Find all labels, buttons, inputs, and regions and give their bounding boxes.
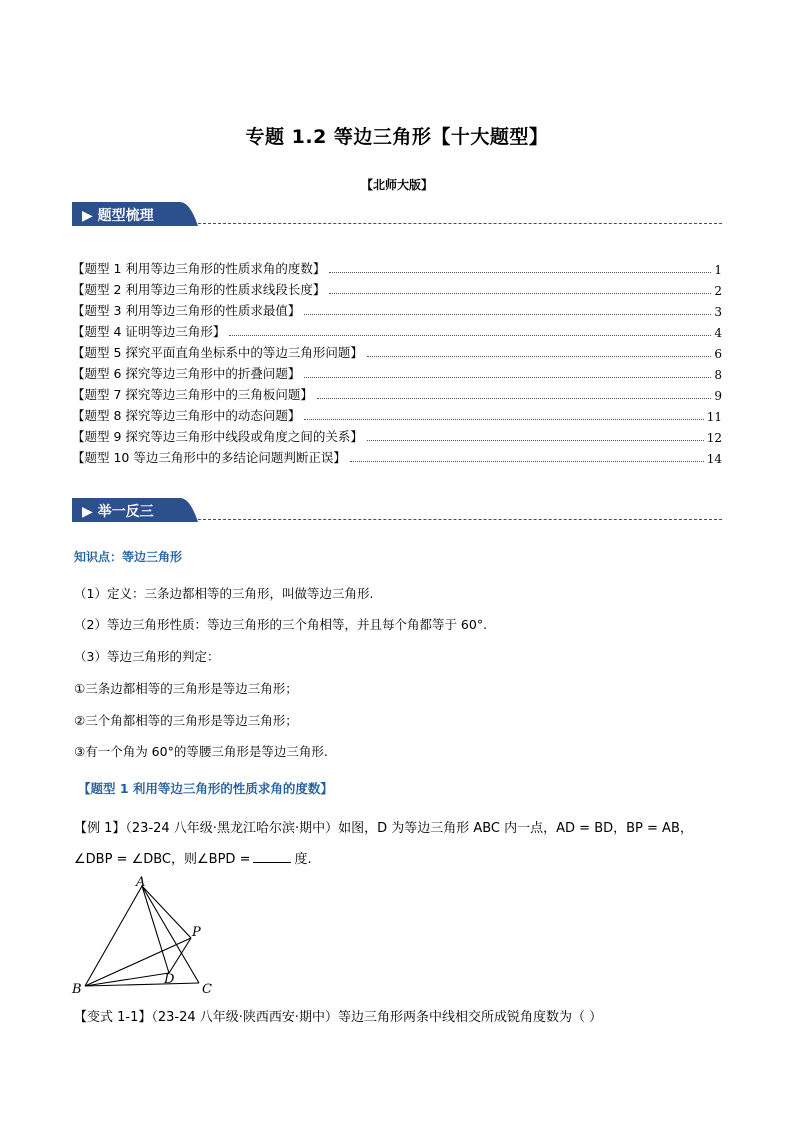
segment-bp bbox=[85, 938, 191, 986]
toc-item-label: 【题型 2 利用等边三角形的性质求线段长度】 bbox=[72, 282, 326, 297]
toc-item-label: 【题型 7 探究等边三角形中的三角板问题】 bbox=[72, 387, 313, 402]
toc-item-page: 6 bbox=[714, 347, 722, 361]
knowledge-line: （1）定义：三条边都相等的三角形，叫做等边三角形. bbox=[74, 586, 374, 601]
edge-ab bbox=[85, 886, 142, 986]
segment-ad bbox=[142, 886, 169, 973]
banner-divider bbox=[198, 519, 722, 520]
toc-item[interactable] bbox=[72, 256, 722, 277]
toc-item[interactable] bbox=[72, 382, 722, 403]
toc-item-label: 【题型 10 等边三角形中的多结论问题判断正误】 bbox=[72, 450, 346, 465]
point-label-b: B bbox=[72, 982, 82, 997]
triangle-figure bbox=[70, 872, 230, 1000]
toc-item[interactable] bbox=[72, 361, 722, 382]
variant1-1-text: 【变式 1-1】（23-24 八年级·陕西西安·期中）等边三角形两条中线相交所成锐角度数为（ ） bbox=[74, 1010, 603, 1025]
knowledge-line: ③有一个角为 60°的等腰三角形是等边三角形. bbox=[74, 744, 328, 759]
toc-item-label: 【题型 6 探究等边三角形中的折叠问题】 bbox=[72, 366, 301, 381]
toc-item-page: 11 bbox=[706, 410, 722, 424]
toc-item[interactable] bbox=[72, 403, 722, 424]
toc-banner bbox=[72, 202, 722, 226]
example1-angle-text: ∠DBP = ∠DBC，则∠BPD = bbox=[74, 852, 251, 867]
practice-banner-label: 举一反三 bbox=[97, 504, 154, 520]
knowledge-line: （2）等边三角形性质：等边三角形的三个角相等，并且每个角都等于 60°. bbox=[74, 617, 488, 632]
toc-item-page: 2 bbox=[714, 284, 722, 298]
toc-item-label: 【题型 4 证明等边三角形】 bbox=[72, 324, 226, 339]
answer-blank[interactable] bbox=[253, 862, 291, 863]
toc-item-page: 8 bbox=[714, 368, 722, 382]
banner-divider bbox=[198, 223, 722, 224]
edition-label: 【北师大版】 bbox=[360, 178, 433, 192]
toc-item-page: 4 bbox=[714, 326, 722, 340]
edge-ac bbox=[142, 886, 199, 983]
segment-ap bbox=[142, 886, 191, 938]
example1-text-cont bbox=[74, 848, 312, 867]
page-title: 专题 1.2 等边三角形【十大题型】 bbox=[245, 126, 549, 148]
knowledge-line: ②三个角都相等的三角形是等边三角形； bbox=[74, 713, 298, 728]
point-label-a: A bbox=[136, 875, 146, 890]
toc-item[interactable] bbox=[72, 340, 722, 361]
practice-banner bbox=[72, 498, 722, 522]
toc-item-page: 14 bbox=[706, 452, 722, 466]
toc-item[interactable] bbox=[72, 424, 722, 445]
knowledge-line: ①三条边都相等的三角形是等边三角形； bbox=[74, 681, 298, 696]
toc-item[interactable] bbox=[72, 445, 722, 466]
type1-heading: 【题型 1 利用等边三角形的性质求角的度数】 bbox=[78, 781, 333, 796]
point-label-p: P bbox=[192, 925, 201, 940]
toc-item[interactable] bbox=[72, 277, 722, 298]
toc-item-page: 3 bbox=[714, 305, 722, 319]
point-label-d: D bbox=[164, 972, 175, 987]
toc-item[interactable] bbox=[72, 319, 722, 340]
toc-item[interactable] bbox=[72, 298, 722, 319]
toc-item-label: 【题型 1 利用等边三角形的性质求角的度数】 bbox=[72, 261, 326, 276]
toc-item-label: 【题型 5 探究平面直角坐标系中的等边三角形问题】 bbox=[72, 345, 363, 360]
example1-unit: 度. bbox=[294, 852, 312, 867]
table-of-contents bbox=[72, 256, 722, 466]
toc-item-label: 【题型 3 利用等边三角形的性质求最值】 bbox=[72, 303, 301, 318]
toc-item-label: 【题型 9 探究等边三角形中线段或角度之间的关系】 bbox=[72, 429, 363, 444]
point-label-c: C bbox=[202, 982, 212, 997]
knowledge-heading: 知识点：等边三角形 bbox=[74, 550, 183, 564]
play-icon: ▶ bbox=[82, 504, 98, 520]
knowledge-line: （3）等边三角形的判定： bbox=[74, 649, 220, 664]
toc-item-page: 9 bbox=[714, 389, 722, 403]
play-icon: ▶ bbox=[82, 208, 98, 224]
toc-item-page: 1 bbox=[714, 263, 722, 277]
example1-text: 【例 1】（23-24 八年级·黑龙江哈尔滨·期中）如图，D 为等边三角形 ABC 内一点，AD = BD，BP = AB， bbox=[74, 821, 693, 836]
toc-item-page: 12 bbox=[706, 431, 722, 445]
toc-banner-label: 题型梳理 bbox=[97, 208, 154, 224]
toc-item-label: 【题型 8 探究等边三角形中的动态问题】 bbox=[72, 408, 301, 423]
